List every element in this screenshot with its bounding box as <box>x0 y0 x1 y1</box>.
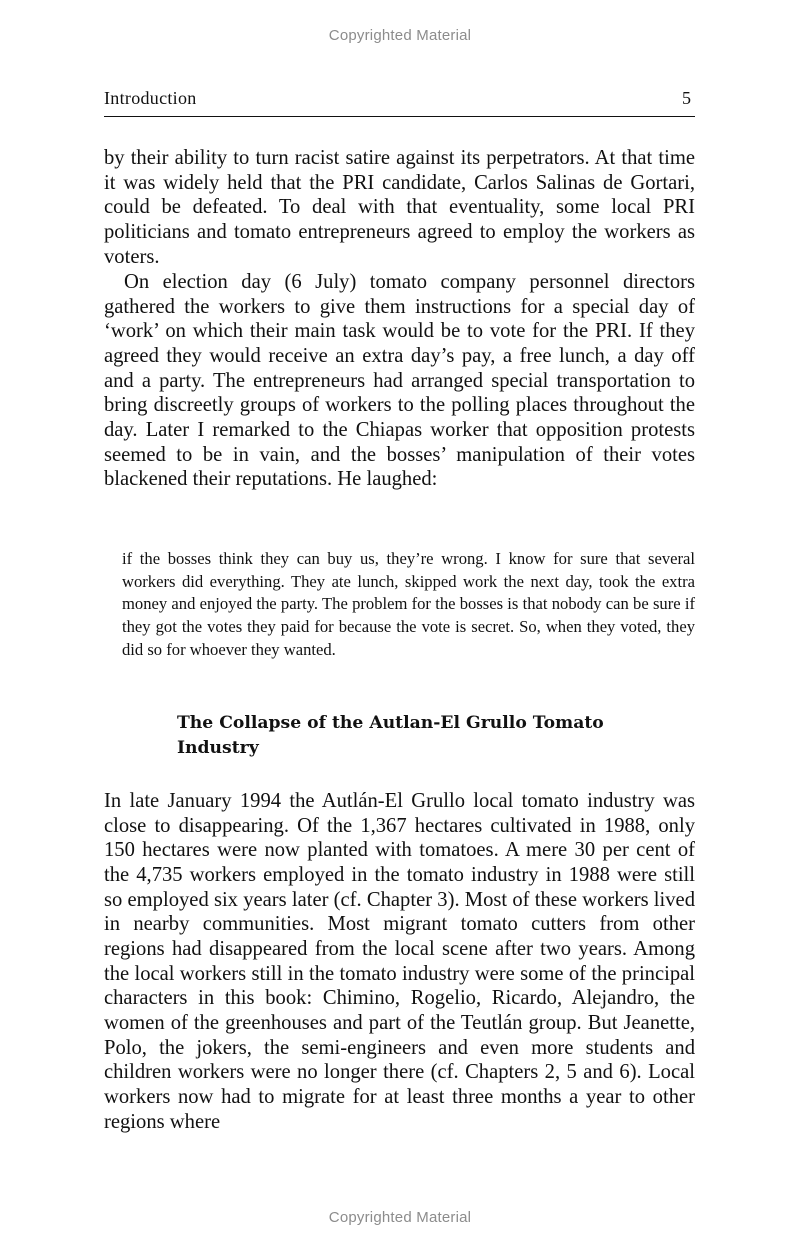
section-heading: The Collapse of the Autlan-El Grullo Tomato Industry <box>177 713 604 758</box>
running-title: Introduction <box>104 88 197 108</box>
body-paragraph-election-day: On election day (6 July) tomato company personnel directors gathered the workers to give them instructions for a special day of ‘work’ on which their main task would be to vote for the PRI. If they agreed they would receive an extra day’s pay, a free lunch, a day off and a party. The entrepreneurs had arranged special transportation to bring discreetly groups of workers to the polling places throughout the day. Later I remarked to the Chiapas worker that opposition protests seemed to be in vain, and the bosses’ manipulation of their votes blackened their reputations. He laughed: <box>104 271 695 491</box>
body-paragraph-collapse: In late January 1994 the Autlán-El Grullo local tomato industry was close to disappearing. Of the 1,367 hectares cultivated in 1988, only 150 hectares were now planted with tomatoes. A mere 30 per cent of the 4,735 workers employed in the tomato industry in 1988 were still so employed six years later (cf. Chapter 3). Most of these workers lived in nearby communities. Most migrant tomato cutters from other regions had disappeared from the local scene after two years. Among the local workers still in the tomato industry were some of the principal characters in this book: Chimino, Rogelio, Ricardo, Alejandro, the women of the greenhouses and part of the Teutlán group. But Jeanette, Polo, the jokers, the semi-engineers and even more students and children workers were no longer there (cf. Chapters 2, 5 and 6). Local workers now had to migrate for at least three months a year to other regions where <box>104 790 695 1133</box>
block-quote: if the bosses think they can buy us, they’re wrong. I know for sure that several workers did everything. They ate lunch, skipped work the next day, took the extra money and enjoyed the party. The problem for the bosses is that nobody can be sure if they got the votes they paid for because the vote is secret. So, when they voted, they did so for whoever they wanted. <box>122 549 695 659</box>
running-header <box>104 86 695 117</box>
body-paragraph-continued: by their ability to turn racist satire against its perpetrators. At that time it was widely held that the PRI candidate, Carlos Salinas de Gortari, could be defeated. To deal with that eventuality, some local PRI politicians and tomato entrepreneurs agreed to employ the workers as voters. <box>104 147 695 268</box>
copyright-watermark-bottom: Copyrighted Material <box>328 1209 472 1226</box>
page-number: 5 <box>682 88 691 108</box>
copyright-watermark-top: Copyrighted Material <box>328 27 472 44</box>
